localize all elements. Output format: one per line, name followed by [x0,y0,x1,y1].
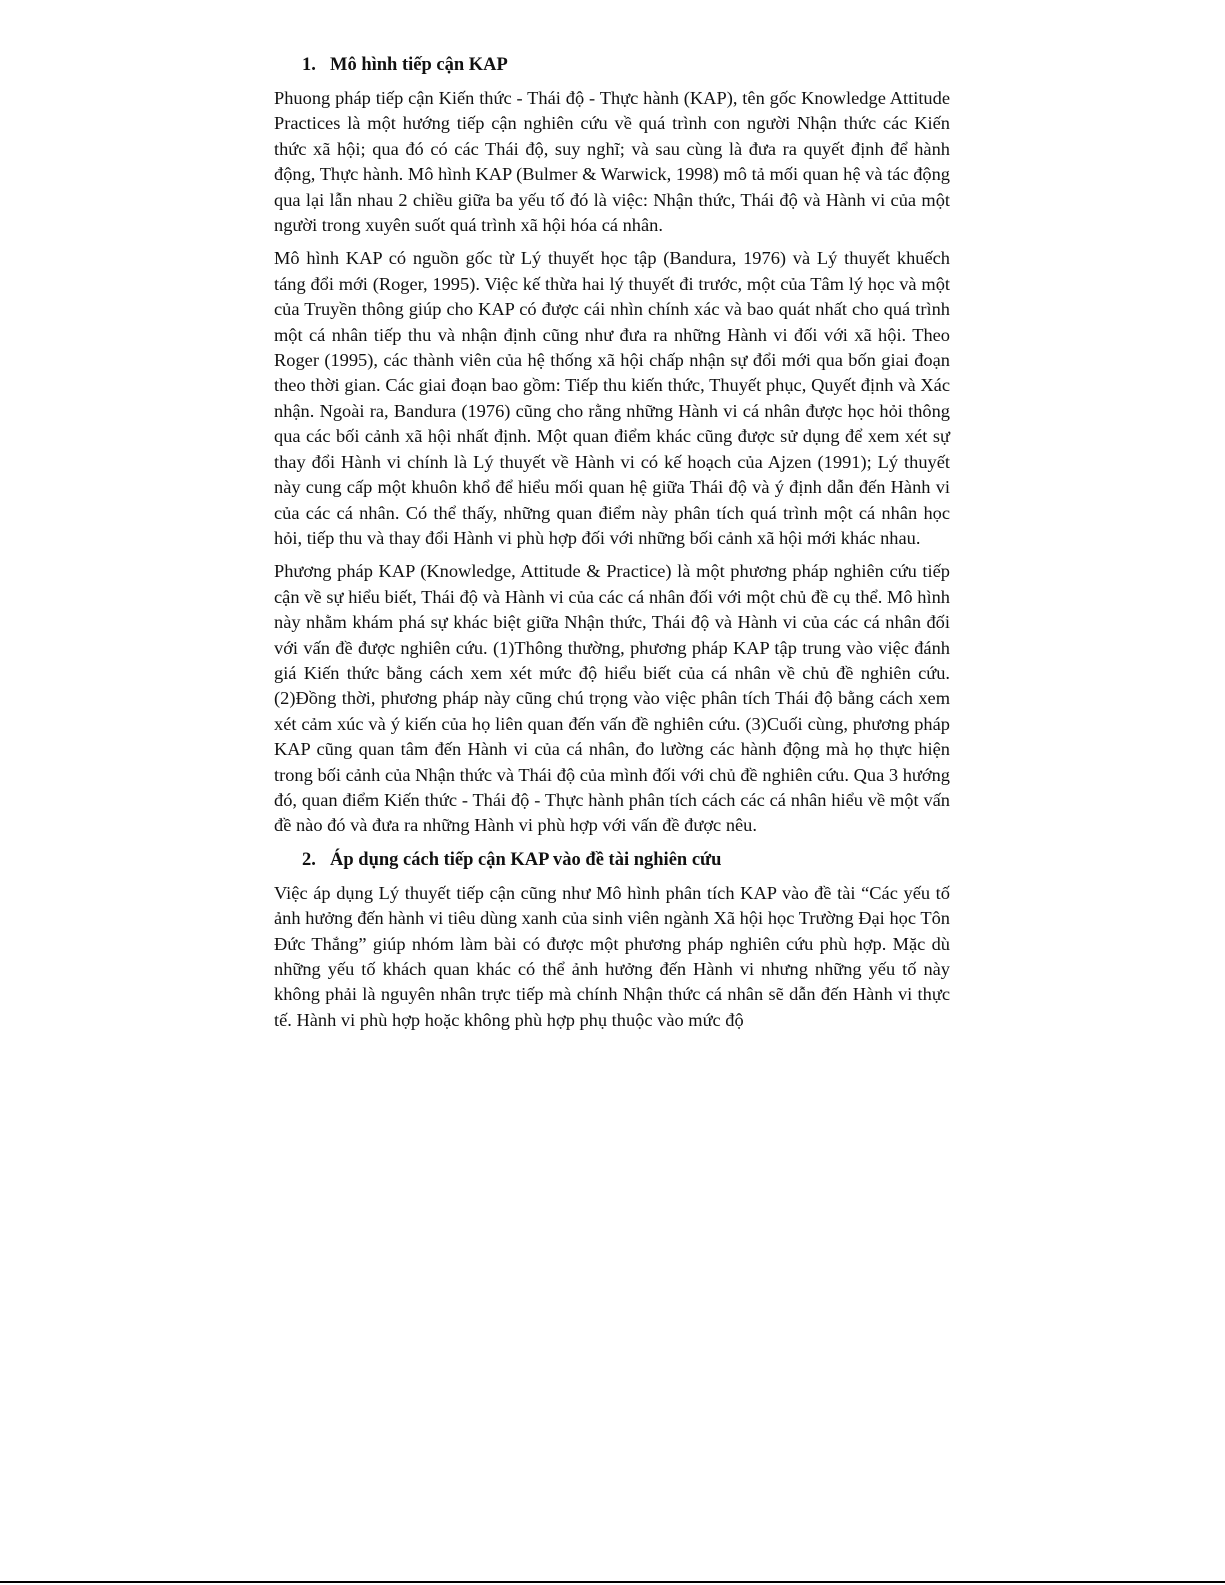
section-1-paragraph-3: Phương pháp KAP (Knowledge, Attitude & Practice) là một phương pháp nghiên cứu tiếp cận về sự hiểu biết, Thái độ và Hành vi của các cá nhân đối với một chủ đề cụ thể. Mô hình này nhằm khám phá sự khác biệt giữa Nhận thức, Thái độ và Hành vi của các cá nhân đối với vấn đề được nghiên cứu. (1)Thông thường, phương pháp KAP tập trung vào việc đánh giá Kiến thức bằng cách xem xét mức độ hiểu biết của cá nhân về chủ đề nghiên cứu. (2)Đồng thời, phương pháp này cũng chú trọng vào việc phân tích Thái độ bằng cách xem xét cảm xúc và ý kiến của họ liên quan đến vấn đề nghiên cứu. (3)Cuối cùng, phương pháp KAP cũng quan tâm đến Hành vi của cá nhân, đo lường các hành động mà họ thực hiện trong bối cảnh của Nhận thức và Thái độ của mình đối với chủ đề nghiên cứu. Qua 3 hướng đó, quan điểm Kiến thức - Thái độ - Thực hành phân tích cách các cá nhân hiểu về một vấn đề nào đó và đưa ra những Hành vi phù hợp với vấn đề được nêu. [274,561,950,836]
section-1-title: Mô hình tiếp cận KAP [330,55,508,75]
section-2-title: Áp dụng cách tiếp cận KAP vào đề tài nghiên cứu [330,849,722,870]
section-1-paragraph-1: Phuong pháp tiếp cận Kiến thức - Thái độ - Thực hành (KAP), tên gốc Knowledge Attitude Practices là một hướng tiếp cận nghiên cứu về quá trình con người Nhận thức các Kiến thức xã hội; qua đó có các Thái độ, suy nghĩ; và sau cùng là đưa ra quyết định để hành động, Thực hành. Mô hình KAP (Bulmer & Warwick, 1998) mô tả mối quan hệ và tác động qua lại lẫn nhau 2 chiều giữa ba yếu tố đó là việc: Nhận thức, Thái độ và Hành vi của một người trong xuyên suốt quá trình xã hội hóa cá nhân. [274,88,950,236]
document-body [274,52,950,1041]
section-1-number: 1. [302,55,316,75]
section-2-paragraph-1: Việc áp dụng Lý thuyết tiếp cận cũng như Mô hình phân tích KAP vào đề tài “Các yếu tố ảnh hưởng đến hành vi tiêu dùng xanh của sinh viên ngành Xã hội học Trường Đại học Tôn Đức Thắng” giúp nhóm làm bài có được một phương pháp nghiên cứu phù hợp. Mặc dù những yếu tố khách quan khác có thể ảnh hưởng đến Hành vi nhưng những yếu tố này không phải là nguyên nhân trực tiếp mà chính Nhận thức cá nhân sẽ dẫn đến Hành vi thực tế. Hành vi phù hợp hoặc không phù hợp phụ thuộc vào mức độ [274,882,950,1030]
section-2-number: 2. [302,849,316,870]
section-1-paragraph-2: Mô hình KAP có nguồn gốc từ Lý thuyết học tập (Bandura, 1976) và Lý thuyết khuếch táng đổi mới (Roger, 1995). Việc kế thừa hai lý thuyết đi trước, một của Tâm lý học và một của Truyền thông giúp cho KAP có được cái nhìn chính xác và bao quát nhất cho quá trình một cá nhân tiếp thu và nhận định cũng như đưa ra những Hành vi đối với xã hội. Theo Roger (1995), các thành viên của hệ thống xã hội chấp nhận sự đổi mới qua bốn giai đoạn theo thời gian. Các giai đoạn bao gồm: Tiếp thu kiến thức, Thuyết phục, Quyết định và Xác nhận. Ngoài ra, Bandura (1976) cũng cho rằng những Hành vi cá nhân được học hỏi thông qua các bối cảnh xã hội nhất định. Một quan điểm khác cũng được sử dụng để xem xét sự thay đổi Hành vi chính là Lý thuyết về Hành vi có kế hoạch của Ajzen (1991); Lý thuyết này cung cấp một khuôn khổ để hiểu mối quan hệ giữa Thái độ và ý định dẫn đến Hành vi của các cá nhân. Có thể thấy, những quan điểm này phân tích quá trình một cá nhân học hỏi, tiếp thu và thay đổi Hành vi phù hợp đối với những bối cảnh xã hội mới khác nhau. [274,248,950,548]
section-2-heading [274,847,950,873]
section-1-heading [274,52,950,78]
page-bottom-border [0,1581,1225,1583]
